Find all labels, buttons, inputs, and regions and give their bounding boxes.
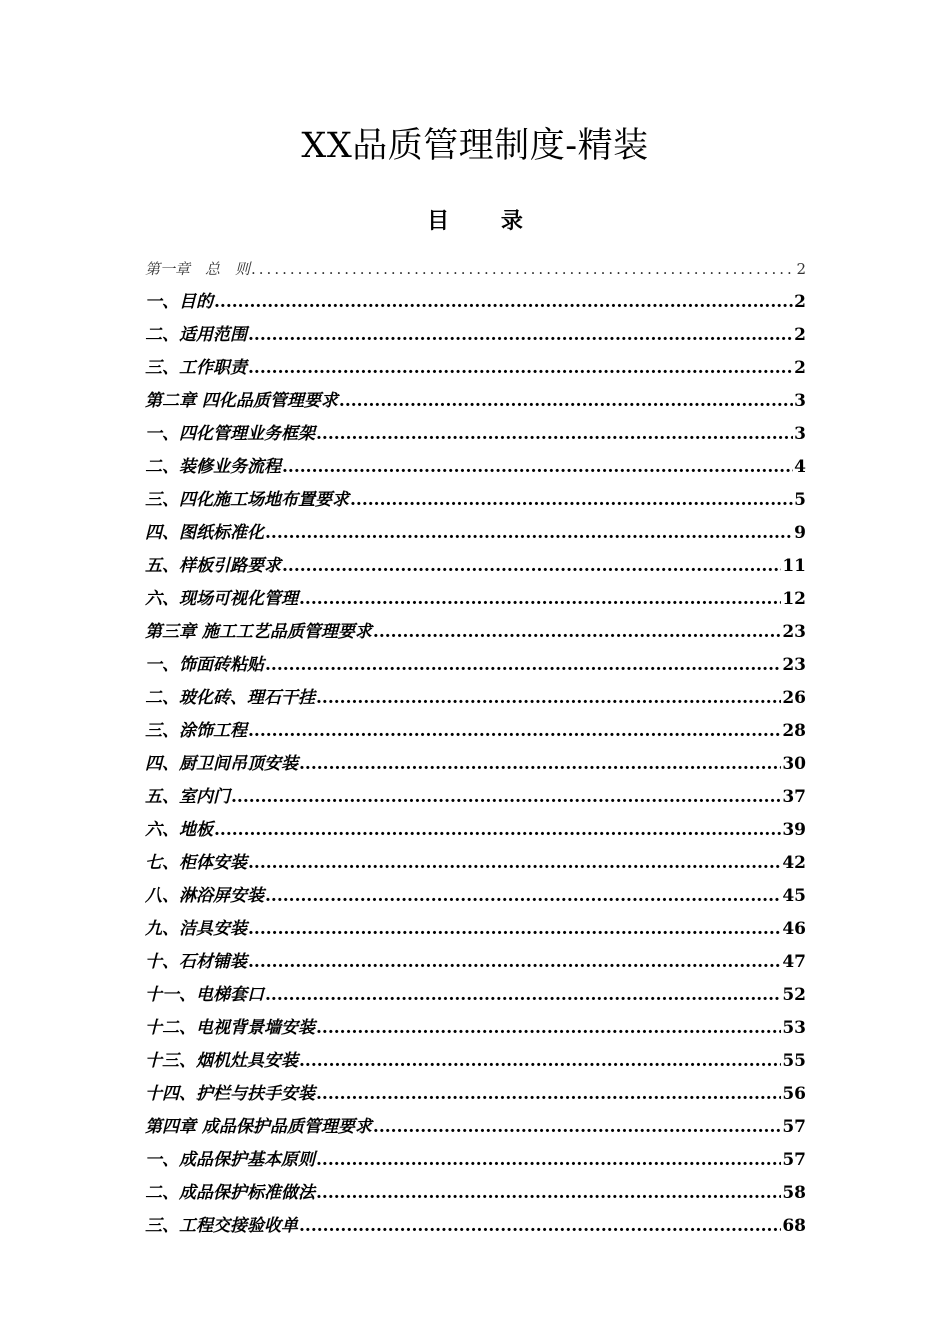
toc-entry-label: 二、成品保护标准做法 — [145, 1183, 315, 1203]
toc-entry-page-number: 53 — [782, 1018, 806, 1038]
toc-dot-leader — [248, 324, 793, 346]
toc-entry-page-number: 2 — [794, 292, 806, 312]
toc-dot-leader — [316, 1182, 781, 1204]
toc-dot-leader — [350, 489, 793, 511]
toc-dot-leader — [373, 621, 781, 643]
toc-entry-label: 十一、电梯套口 — [145, 985, 264, 1005]
toc-entry-page-number: 46 — [782, 919, 806, 939]
toc-entry-label: 十二、电视背景墙安装 — [145, 1018, 315, 1038]
toc-dot-leader — [299, 1050, 781, 1072]
toc-entry[interactable] — [145, 280, 806, 313]
toc-dot-leader — [248, 951, 781, 973]
toc-entry-label: 三、工程交接验收单 — [145, 1216, 298, 1236]
toc-entry-page-number: 39 — [782, 820, 806, 840]
toc-entry[interactable] — [145, 511, 806, 544]
toc-entry-page-number: 57 — [782, 1150, 806, 1170]
toc-entry-label: 六、地板 — [145, 820, 213, 840]
toc-entry[interactable] — [145, 940, 806, 973]
toc-entry-page-number: 45 — [782, 886, 806, 906]
toc-entry-page-number: 56 — [782, 1084, 806, 1104]
toc-entry[interactable] — [145, 1204, 806, 1237]
toc-entry-page-number: 37 — [782, 787, 806, 807]
toc-entry-label: 三、工作职责 — [145, 358, 247, 378]
toc-entry[interactable] — [145, 412, 806, 445]
toc-entry-label: 六、现场可视化管理 — [145, 589, 298, 609]
toc-entry-label: 四、厨卫间吊顶安装 — [145, 754, 298, 774]
toc-dot-leader — [248, 852, 781, 874]
toc-heading: 目 录 — [427, 208, 545, 234]
toc-entry-page-number: 57 — [782, 1117, 806, 1137]
toc-entry-label: 第二章 四化品质管理要求 — [145, 391, 338, 411]
toc-dot-leader — [299, 588, 781, 610]
toc-entry-page-number: 9 — [794, 523, 806, 543]
toc-dot-leader — [265, 984, 781, 1006]
toc-entry-page-number: 2 — [796, 260, 806, 278]
toc-entry-label: 一、目的 — [145, 292, 213, 312]
toc-entry-label: 一、饰面砖粘贴 — [145, 655, 264, 675]
toc-entry-page-number: 3 — [794, 391, 806, 411]
toc-entry-page-number: 3 — [794, 424, 806, 444]
toc-dot-leader — [265, 522, 793, 544]
toc-entry-page-number: 2 — [794, 325, 806, 345]
toc-dot-leader — [282, 456, 793, 478]
toc-entry-label: 一、成品保护基本原则 — [145, 1150, 315, 1170]
toc-entry[interactable] — [145, 676, 806, 709]
toc-entry-label: 三、涂饰工程 — [145, 721, 247, 741]
toc-entry-label: 七、柜体安装 — [145, 853, 247, 873]
document-title: XX品质管理制度-精装 — [301, 126, 649, 166]
toc-entry-label: 一、四化管理业务框架 — [145, 424, 315, 444]
toc-entry[interactable] — [145, 478, 806, 511]
toc-entry-page-number: 28 — [782, 721, 806, 741]
toc-entry-page-number: 52 — [782, 985, 806, 1005]
toc-dot-leader — [248, 720, 781, 742]
toc-entry[interactable] — [145, 1072, 806, 1105]
toc-dot-leader — [299, 1215, 781, 1237]
toc-dot-leader — [265, 885, 781, 907]
toc-entry-page-number: 5 — [794, 490, 806, 510]
toc-entry-label: 第一章 总 则 — [145, 260, 251, 278]
toc-dot-leader — [248, 357, 793, 379]
toc-entry-page-number: 4 — [794, 457, 806, 477]
toc-entry-page-number: 11 — [782, 556, 806, 576]
toc-entry[interactable] — [145, 544, 806, 577]
toc-entry-page-number: 12 — [782, 589, 806, 609]
toc-dot-leader — [316, 423, 793, 445]
toc-entry[interactable] — [145, 577, 806, 610]
toc-entry-page-number: 26 — [782, 688, 806, 708]
toc-entry[interactable] — [145, 643, 806, 676]
toc-entry[interactable] — [145, 742, 806, 775]
toc-entry-label: 九、洁具安装 — [145, 919, 247, 939]
toc-entry-label: 十四、护栏与扶手安装 — [145, 1084, 315, 1104]
toc-dot-leader — [265, 654, 781, 676]
toc-entry-page-number: 23 — [782, 622, 806, 642]
toc-entry[interactable] — [145, 445, 806, 478]
toc-entry-page-number: 2 — [794, 358, 806, 378]
toc-dot-leader — [316, 1083, 781, 1105]
toc-entry[interactable] — [145, 610, 806, 643]
toc-entry[interactable] — [145, 1006, 806, 1039]
toc-entry-page-number: 23 — [782, 655, 806, 675]
toc-dot-leader — [316, 1149, 781, 1171]
toc-entry[interactable] — [145, 808, 806, 841]
toc-dot-leader — [339, 390, 793, 412]
toc-dot-leader — [316, 687, 781, 709]
toc-entry-label: 二、适用范围 — [145, 325, 247, 345]
toc-entry[interactable] — [145, 841, 806, 874]
toc-entry-page-number: 68 — [782, 1216, 806, 1236]
toc-dot-leader — [316, 1017, 781, 1039]
toc-dot-leader — [251, 258, 795, 280]
toc-entry-page-number: 42 — [782, 853, 806, 873]
table-of-contents — [145, 250, 806, 1237]
toc-entry-label: 四、图纸标准化 — [145, 523, 264, 543]
toc-entry-label: 二、装修业务流程 — [145, 457, 281, 477]
toc-entry[interactable] — [145, 1105, 806, 1138]
toc-entry[interactable] — [145, 1039, 806, 1072]
toc-entry[interactable] — [145, 874, 806, 907]
toc-entry-label: 八、淋浴屏安装 — [145, 886, 264, 906]
toc-entry-label: 三、四化施工场地布置要求 — [145, 490, 349, 510]
toc-entry[interactable] — [145, 973, 806, 1006]
toc-dot-leader — [231, 786, 781, 808]
toc-entry-label: 五、样板引路要求 — [145, 556, 281, 576]
toc-entry-page-number: 47 — [782, 952, 806, 972]
toc-entry-label: 十、石材铺装 — [145, 952, 247, 972]
toc-entry[interactable] — [145, 1138, 806, 1171]
toc-entry-page-number: 55 — [782, 1051, 806, 1071]
toc-entry-label: 第四章 成品保护品质管理要求 — [145, 1117, 372, 1137]
toc-entry[interactable] — [145, 250, 806, 280]
toc-entry[interactable] — [145, 346, 806, 379]
toc-entry[interactable] — [145, 775, 806, 808]
toc-entry-label: 二、玻化砖、理石干挂 — [145, 688, 315, 708]
toc-entry-label: 第三章 施工工艺品质管理要求 — [145, 622, 372, 642]
toc-entry[interactable] — [145, 313, 806, 346]
toc-entry-label: 十三、烟机灶具安装 — [145, 1051, 298, 1071]
toc-dot-leader — [214, 291, 793, 313]
toc-entry[interactable] — [145, 907, 806, 940]
toc-entry-label: 五、室内门 — [145, 787, 230, 807]
toc-entry[interactable] — [145, 709, 806, 742]
toc-dot-leader — [214, 819, 781, 841]
toc-dot-leader — [373, 1116, 781, 1138]
toc-entry[interactable] — [145, 379, 806, 412]
toc-entry[interactable] — [145, 1171, 806, 1204]
toc-dot-leader — [282, 555, 781, 577]
toc-dot-leader — [299, 753, 781, 775]
toc-entry-page-number: 58 — [782, 1183, 806, 1203]
toc-entry-page-number: 30 — [782, 754, 806, 774]
toc-dot-leader — [248, 918, 781, 940]
